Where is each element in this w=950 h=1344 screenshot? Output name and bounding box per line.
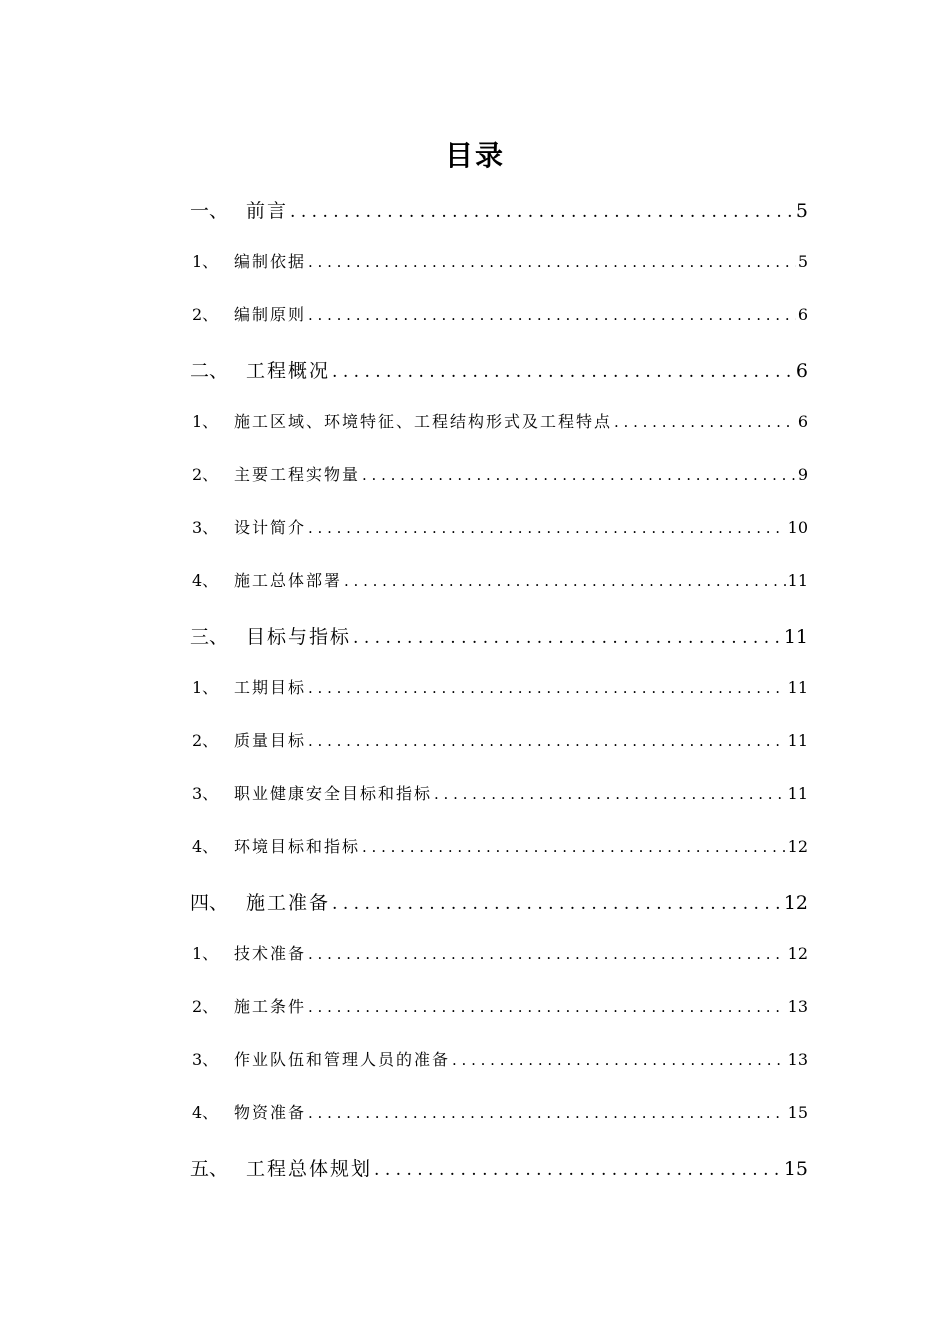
toc-entry-number: 3、	[192, 784, 219, 803]
toc-entry-page-number: 12	[787, 837, 808, 856]
toc-entry-number: 4、	[192, 837, 219, 856]
dot-leader	[308, 997, 786, 1016]
dot-leader	[362, 837, 786, 856]
toc-entry-number: 一、	[190, 200, 229, 222]
toc-entry[interactable]	[190, 728, 808, 751]
toc-entry[interactable]	[190, 249, 808, 272]
toc-entry[interactable]	[190, 622, 808, 649]
toc-entry-page-number: 6	[797, 305, 808, 324]
toc-entry-label: 工期目标	[234, 678, 307, 697]
toc-entry-label: 施工准备	[246, 892, 331, 914]
toc-entry-page-number: 12	[787, 944, 808, 963]
toc-entry[interactable]	[190, 302, 808, 325]
toc-entry-page-number: 11	[787, 784, 808, 803]
dot-leader	[434, 784, 786, 803]
toc-entry-number: 二、	[190, 360, 229, 382]
toc-entry-page-number: 11	[783, 626, 808, 648]
toc-entry-page-number: 15	[783, 1158, 808, 1180]
toc-entry[interactable]	[190, 675, 808, 698]
toc-entry-number: 四、	[190, 892, 229, 914]
dot-leader	[353, 626, 782, 648]
dot-leader	[374, 1158, 782, 1180]
toc-entry-number: 4、	[192, 1103, 219, 1122]
toc-entry-page-number: 6	[795, 360, 808, 382]
toc-entry-page-number: 11	[787, 678, 808, 697]
toc-entry-label: 作业队伍和管理人员的准备	[234, 1050, 451, 1069]
dot-leader	[614, 412, 796, 431]
toc-entry[interactable]	[190, 196, 808, 223]
toc-entry-label: 施工总体部署	[234, 571, 343, 590]
dot-leader	[362, 465, 796, 484]
toc-entry[interactable]	[190, 1047, 808, 1070]
toc-entry-number: 2、	[192, 731, 219, 750]
toc-entry-label: 施工条件	[234, 997, 307, 1016]
toc-entry-label: 质量目标	[234, 731, 307, 750]
toc-entry[interactable]	[190, 781, 808, 804]
dot-leader	[308, 944, 786, 963]
toc-entry-label: 工程概况	[246, 360, 331, 382]
dot-leader	[344, 571, 786, 590]
page-title: 目录	[444, 139, 505, 172]
toc-entry-label: 主要工程实物量	[234, 465, 361, 484]
toc-entry-page-number: 9	[797, 465, 808, 484]
toc-entry-page-number: 11	[787, 571, 808, 590]
toc-entry-label: 物资准备	[234, 1103, 307, 1122]
toc-entry-page-number: 15	[787, 1103, 808, 1122]
dot-leader	[290, 200, 794, 222]
toc-entry-number: 五、	[190, 1158, 229, 1180]
toc-entry-label: 设计简介	[234, 518, 307, 537]
dot-leader	[308, 678, 786, 697]
toc-entry-number: 3、	[192, 1050, 219, 1069]
toc-entry-label: 编制原则	[234, 305, 307, 324]
toc-entry-label: 技术准备	[234, 944, 307, 963]
dot-leader	[308, 252, 796, 271]
toc-entry-number: 2、	[192, 465, 219, 484]
toc-entry[interactable]	[190, 994, 808, 1017]
toc-entry-page-number: 5	[797, 252, 808, 271]
toc-entry-page-number: 11	[787, 731, 808, 750]
dot-leader	[308, 518, 786, 537]
toc-entry[interactable]	[190, 462, 808, 485]
toc-entry-page-number: 10	[787, 518, 808, 537]
toc-entry-label: 职业健康安全目标和指标	[234, 784, 433, 803]
toc-entry[interactable]	[190, 834, 808, 857]
dot-leader	[452, 1050, 786, 1069]
toc-entry-number: 1、	[192, 412, 219, 431]
toc-entry-page-number: 6	[797, 412, 808, 431]
toc-entry-number: 1、	[192, 252, 219, 271]
toc-entry-number: 3、	[192, 518, 219, 537]
toc-entry-page-number: 13	[787, 1050, 808, 1069]
toc-entry-label: 工程总体规划	[246, 1158, 373, 1180]
toc-entry-label: 编制依据	[234, 252, 307, 271]
dot-leader	[308, 731, 786, 750]
toc-entry[interactable]	[190, 515, 808, 538]
toc-entry-number: 1、	[192, 944, 219, 963]
toc-entry[interactable]	[190, 1154, 808, 1181]
toc-entry-page-number: 5	[795, 200, 808, 222]
toc-entry-number: 三、	[190, 626, 229, 648]
dot-leader	[332, 892, 782, 914]
toc-entry-number: 2、	[192, 305, 219, 324]
toc-entry-number: 2、	[192, 997, 219, 1016]
dot-leader	[308, 1103, 786, 1122]
toc-entry[interactable]	[190, 568, 808, 591]
dot-leader	[332, 360, 794, 382]
toc-entry-label: 前言	[246, 200, 289, 222]
toc-entry-label: 环境目标和指标	[234, 837, 361, 856]
toc-entry-label: 施工区域、环境特征、工程结构形式及工程特点	[234, 412, 613, 431]
toc-entry[interactable]	[190, 941, 808, 964]
toc-entry-number: 1、	[192, 678, 219, 697]
dot-leader	[308, 305, 796, 324]
toc-entry-page-number: 12	[783, 892, 808, 914]
toc-entry-label: 目标与指标	[246, 626, 352, 648]
toc-entry[interactable]	[190, 356, 808, 383]
toc-entry[interactable]	[190, 409, 808, 432]
toc-entry-number: 4、	[192, 571, 219, 590]
toc-entry-page-number: 13	[787, 997, 808, 1016]
toc-entry[interactable]	[190, 888, 808, 915]
toc-entry[interactable]	[190, 1100, 808, 1123]
